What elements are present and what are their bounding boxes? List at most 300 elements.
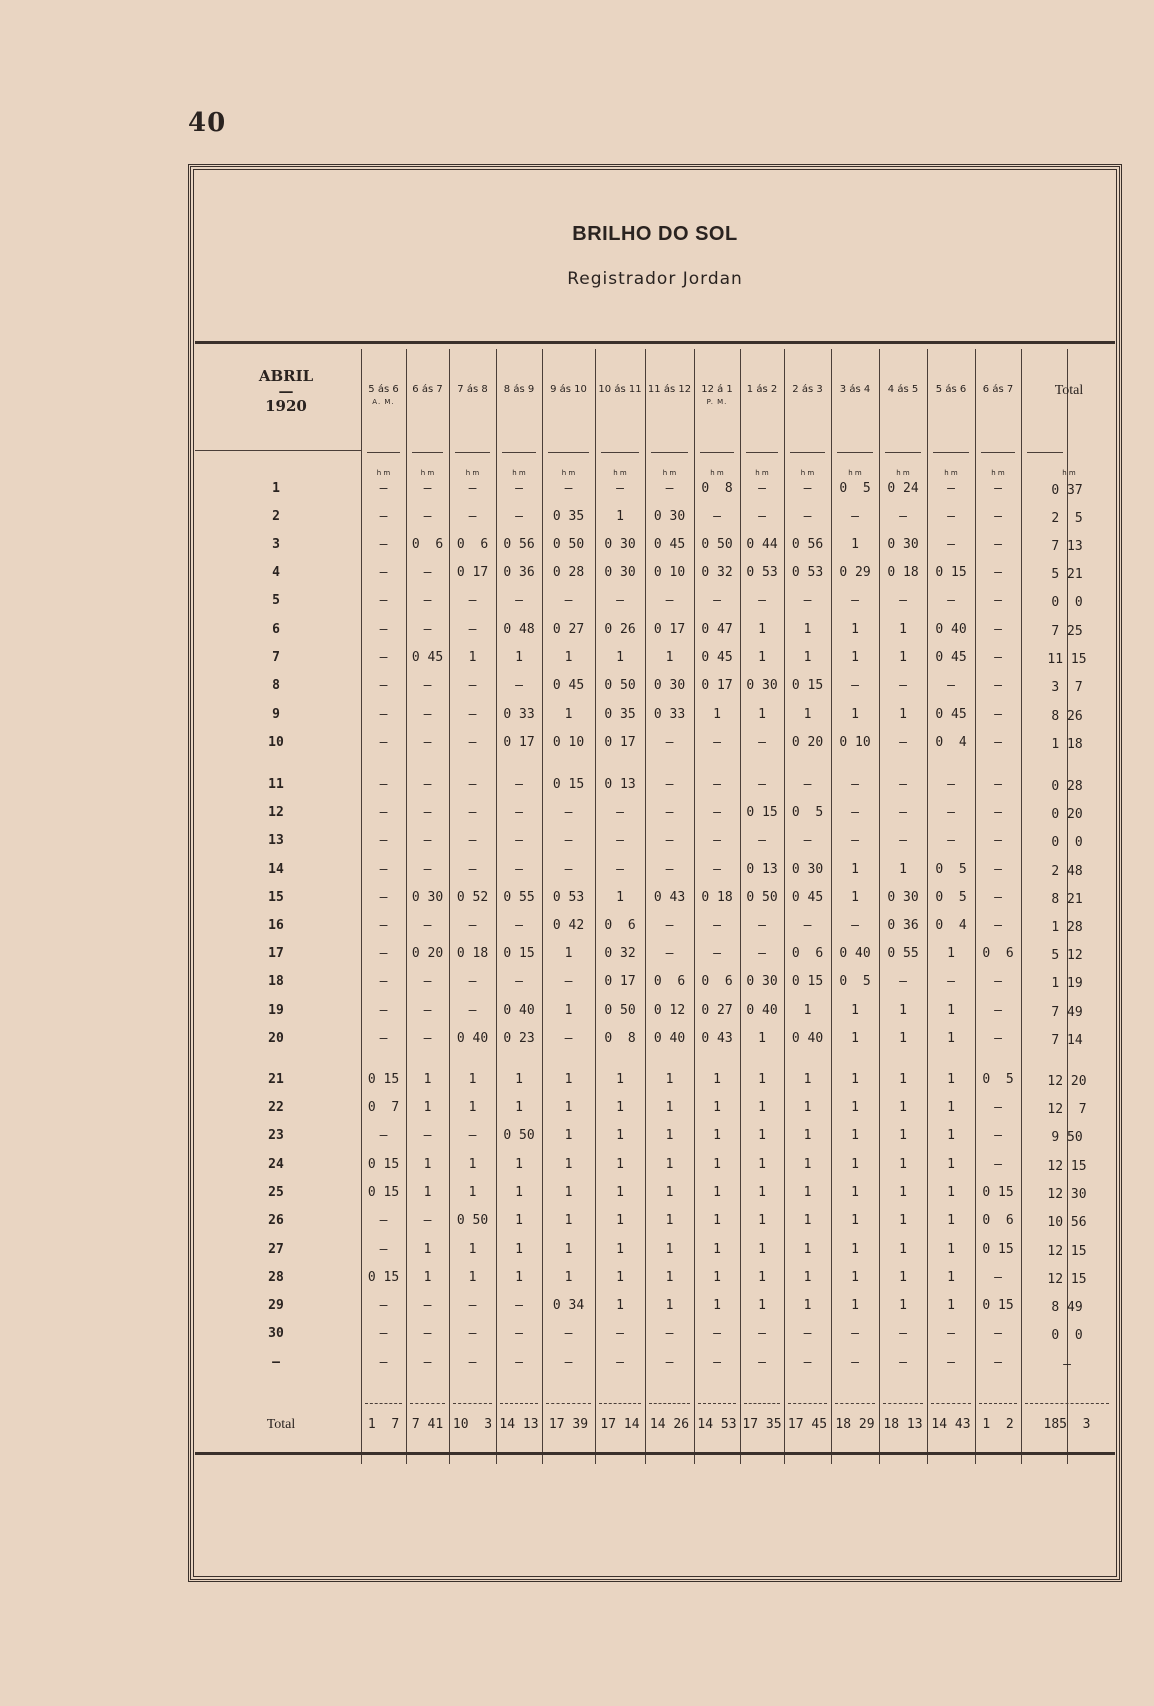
table-cell: 1 — [758, 1100, 766, 1115]
header-underline — [790, 452, 825, 453]
month-dash: — — [278, 382, 294, 400]
table-cell: 1 — [616, 1157, 624, 1172]
table-cell: — — [994, 805, 1002, 820]
table-cell: — — [616, 1355, 624, 1370]
sum-rule — [453, 1403, 492, 1404]
table-cell: 1 — [564, 1128, 573, 1143]
table-cell: 1 — [515, 1072, 523, 1087]
column-total-cell: 1 7 — [367, 1417, 400, 1432]
table-cell: 1 — [515, 1157, 523, 1172]
table-cell: — — [851, 918, 859, 933]
table-cell: — — [994, 833, 1002, 848]
header-underline — [746, 452, 778, 453]
table-cell: — — [713, 1326, 721, 1341]
table-cell: — — [994, 622, 1002, 637]
month-rule — [195, 450, 361, 451]
table-cell: 0 30 — [887, 890, 919, 905]
table-cell: 1 — [468, 1270, 477, 1285]
table-cell: — — [468, 1326, 477, 1341]
table-cell: 0 29 — [839, 565, 871, 580]
column-total-cell: 14 26 — [649, 1417, 690, 1432]
table-cell: 1 — [515, 1242, 523, 1257]
table-cell: — — [665, 481, 674, 496]
table-cell: 0 45 — [653, 537, 686, 552]
table-cell: 1 — [665, 1213, 674, 1228]
table-cell: — — [713, 777, 721, 792]
table-cell: 1 — [803, 1128, 812, 1143]
table-cell: — — [665, 1355, 674, 1370]
row-total-cell: 0 37 — [1051, 483, 1083, 498]
table-cell: — — [994, 537, 1002, 552]
table-cell: 0 53 — [746, 565, 778, 580]
table-cell: 1 — [899, 1157, 907, 1172]
table-cell: 0 42 — [552, 918, 585, 933]
table-cell: 1 — [423, 1270, 432, 1285]
table-cell: 1 — [713, 707, 721, 722]
table-cell: 1 — [899, 1072, 907, 1087]
table-cell: 1 — [758, 622, 766, 637]
table-cell: — — [713, 833, 721, 848]
table-cell: — — [665, 777, 674, 792]
table-cell: 0 35 — [604, 707, 636, 722]
month-label: ABRIL — [258, 367, 314, 385]
table-cell: 1 — [468, 1242, 477, 1257]
table-cell: — — [994, 1157, 1002, 1172]
table-cell: — — [713, 593, 721, 608]
table-cell: 1 — [803, 1242, 812, 1257]
table-cell: — — [379, 862, 388, 877]
day-label: 6 — [272, 622, 280, 637]
table-cell: 1 — [899, 1031, 907, 1046]
row-total-cell: 12 15 — [1047, 1159, 1087, 1174]
table-cell: 0 33 — [653, 707, 686, 722]
table-cell: 0 30 — [746, 974, 778, 989]
table-cell: 0 45 — [935, 707, 967, 722]
table-cell: — — [758, 735, 766, 750]
table-cell: — — [468, 481, 477, 496]
total-column-header: Total — [1054, 383, 1084, 398]
header-rule — [195, 341, 1115, 344]
table-cell: — — [665, 1326, 674, 1341]
sum-rule — [883, 1403, 923, 1404]
table-cell: 1 — [899, 1298, 907, 1313]
table-cell: 1 — [665, 1270, 674, 1285]
table-cell: — — [379, 890, 388, 905]
table-cell: 1 — [803, 1157, 812, 1172]
table-cell: 1 — [616, 1298, 624, 1313]
table-cell: 1 — [665, 1128, 674, 1143]
table-cell: — — [616, 481, 624, 496]
table-cell: — — [899, 805, 907, 820]
row-total-cell: 11 15 — [1047, 652, 1087, 667]
table-cell: 1 — [564, 1242, 573, 1257]
table-cell: — — [947, 481, 955, 496]
table-cell: — — [994, 707, 1002, 722]
table-cell: 1 — [947, 946, 955, 961]
row-total-cell: 12 20 — [1047, 1074, 1087, 1089]
table-cell: — — [947, 974, 955, 989]
table-cell: — — [994, 1100, 1002, 1115]
table-cell: — — [994, 735, 1002, 750]
table-cell: 0 5 — [935, 890, 967, 905]
table-cell: — — [468, 1298, 477, 1313]
table-cell: 0 52 — [456, 890, 489, 905]
table-cell: — — [515, 918, 523, 933]
table-cell: 0 27 — [552, 622, 585, 637]
header-underline — [885, 452, 921, 453]
table-cell: — — [994, 1128, 1002, 1143]
table-cell: 0 50 — [604, 1003, 636, 1018]
table-cell: 1 — [899, 862, 907, 877]
row-total-cell: 12 15 — [1047, 1244, 1087, 1259]
row-total-cell: 1 19 — [1051, 976, 1083, 991]
table-title: BRILHO DO SOL — [572, 223, 738, 245]
table-cell: — — [379, 509, 388, 524]
table-cell: — — [803, 1355, 812, 1370]
row-total-cell: 8 26 — [1051, 709, 1083, 724]
table-cell: — — [616, 862, 624, 877]
row-total-cell: 7 14 — [1051, 1033, 1083, 1048]
table-cell: — — [564, 1355, 573, 1370]
sum-rule — [931, 1403, 971, 1404]
row-total-cell: 7 25 — [1051, 624, 1083, 639]
row-total-cell: 7 49 — [1051, 1005, 1083, 1020]
table-cell: — — [994, 565, 1002, 580]
table-cell: 1 — [468, 1072, 477, 1087]
table-cell: — — [468, 735, 477, 750]
table-cell: — — [379, 735, 388, 750]
table-cell: 1 — [616, 1072, 624, 1087]
unit-label: h m — [420, 469, 435, 477]
sum-rule — [410, 1403, 445, 1404]
table-cell: 1 — [899, 1185, 907, 1200]
table-cell: 1 — [564, 1100, 573, 1115]
row-total-cell: 9 50 — [1051, 1130, 1083, 1145]
table-cell: 1 — [515, 1185, 523, 1200]
table-cell: — — [758, 1355, 766, 1370]
table-cell: — — [665, 918, 674, 933]
table-cell: — — [564, 833, 573, 848]
table-cell: 1 — [515, 1100, 523, 1115]
table-cell: — — [994, 1003, 1002, 1018]
table-cell: — — [564, 481, 573, 496]
day-label: 21 — [268, 1072, 284, 1087]
table-cell: 0 55 — [887, 946, 919, 961]
table-cell: — — [665, 735, 674, 750]
header-underline — [933, 452, 969, 453]
table-cell: — — [468, 707, 477, 722]
table-cell: 0 43 — [701, 1031, 733, 1046]
table-cell: 1 — [758, 1298, 766, 1313]
table-cell: 0 15 — [791, 974, 824, 989]
table-cell: — — [423, 805, 432, 820]
table-cell: 0 53 — [552, 890, 585, 905]
column-header-label: 1 ás 2 — [746, 384, 778, 395]
table-cell: — — [851, 593, 859, 608]
table-cell: 0 10 — [839, 735, 871, 750]
table-cell: — — [515, 1298, 523, 1313]
table-cell: — — [851, 509, 859, 524]
table-cell: 0 18 — [887, 565, 919, 580]
row-total-cell: 0 0 — [1051, 835, 1083, 850]
table-cell: — — [947, 805, 955, 820]
table-cell: — — [423, 777, 432, 792]
table-cell: — — [468, 918, 477, 933]
table-cell: 0 15 — [746, 805, 778, 820]
table-cell: — — [758, 777, 766, 792]
table-cell: 1 — [515, 1270, 523, 1285]
unit-label: h m — [896, 469, 910, 477]
day-label: 14 — [268, 862, 284, 877]
table-cell: — — [758, 918, 766, 933]
day-label: 9 — [272, 707, 280, 722]
day-label: 27 — [268, 1242, 284, 1257]
table-cell: 1 — [713, 1128, 721, 1143]
day-label: 23 — [268, 1128, 284, 1143]
unit-label: h m — [710, 469, 724, 477]
table-cell: 0 33 — [503, 707, 535, 722]
table-cell: 0 13 — [604, 777, 636, 792]
sum-rule — [365, 1403, 402, 1404]
table-cell: — — [515, 593, 523, 608]
table-cell: 0 27 — [701, 1003, 733, 1018]
table-cell: 1 — [803, 1298, 812, 1313]
table-cell: 1 — [665, 1298, 674, 1313]
table-cell: 0 20 — [411, 946, 444, 961]
table-cell: 1 — [803, 1185, 812, 1200]
header-underline — [981, 452, 1015, 453]
table-cell: 1 — [851, 622, 859, 637]
table-cell: — — [803, 918, 812, 933]
day-label: 28 — [268, 1270, 284, 1285]
column-total-cell: 10 3 — [452, 1417, 493, 1432]
table-cell: 0 18 — [701, 890, 733, 905]
table-cell: — — [851, 833, 859, 848]
table-cell: — — [616, 805, 624, 820]
table-cell: 1 — [899, 707, 907, 722]
table-cell: 1 — [947, 1298, 955, 1313]
table-cell: 0 40 — [791, 1031, 824, 1046]
page-number: 40 — [188, 108, 227, 138]
column-header-label: 5 ás 6 — [935, 384, 967, 395]
table-cell: — — [423, 707, 432, 722]
header-underline — [651, 452, 688, 453]
table-cell: — — [423, 1355, 432, 1370]
day-label: 15 — [268, 890, 284, 905]
year-label: 1920 — [265, 397, 307, 415]
table-cell: — — [803, 833, 812, 848]
column-total-cell: 14 53 — [697, 1417, 737, 1432]
column-header — [784, 383, 831, 396]
table-cell: 0 17 — [503, 735, 535, 750]
table-cell: 1 — [616, 890, 624, 905]
table-cell: 0 17 — [604, 735, 636, 750]
table-cell: — — [665, 833, 674, 848]
table-cell: 0 6 — [982, 946, 1014, 961]
table-cell: 1 — [665, 1157, 674, 1172]
grand-total-cell: 185 3 — [1043, 1417, 1091, 1432]
table-cell: — — [994, 650, 1002, 665]
table-cell: — — [379, 833, 388, 848]
table-cell: — — [713, 918, 721, 933]
column-header — [831, 383, 879, 396]
table-cell: 1 — [851, 650, 859, 665]
table-cell: — — [899, 678, 907, 693]
table-cell: 0 13 — [746, 862, 778, 877]
table-cell: 1 — [758, 1157, 766, 1172]
unit-label: h m — [848, 469, 862, 477]
column-total-cell: 17 45 — [787, 1417, 828, 1432]
table-cell: 1 — [947, 1100, 955, 1115]
table-cell: 1 — [899, 1213, 907, 1228]
table-cell: — — [994, 777, 1002, 792]
table-cell: — — [423, 1298, 432, 1313]
table-cell: 0 40 — [653, 1031, 686, 1046]
table-cell: — — [994, 1355, 1002, 1370]
table-cell: 1 — [665, 1185, 674, 1200]
table-cell: 0 50 — [746, 890, 778, 905]
table-cell: 0 45 — [552, 678, 585, 693]
table-cell: 1 — [758, 650, 766, 665]
table-cell: 1 — [851, 1270, 859, 1285]
table-cell: — — [665, 593, 674, 608]
table-cell: — — [379, 537, 388, 552]
row-total-cell: 1 28 — [1051, 920, 1083, 935]
day-label: 24 — [268, 1157, 284, 1172]
table-cell: 0 50 — [503, 1128, 535, 1143]
table-cell: 0 40 — [935, 622, 967, 637]
table-cell: — — [468, 974, 477, 989]
column-header — [595, 383, 645, 396]
table-cell: — — [515, 777, 523, 792]
table-cell: 1 — [515, 1213, 523, 1228]
table-cell: 1 — [665, 1100, 674, 1115]
unit-label: h m — [944, 469, 958, 477]
column-header — [645, 383, 694, 396]
table-cell: — — [899, 509, 907, 524]
table-cell: 0 15 — [367, 1157, 400, 1172]
day-label: 26 — [268, 1213, 284, 1228]
table-cell: — — [468, 862, 477, 877]
table-cell: 0 44 — [746, 537, 778, 552]
table-cell: — — [379, 974, 388, 989]
table-cell: 0 15 — [982, 1242, 1014, 1257]
table-cell: — — [423, 1003, 432, 1018]
table-cell: 1 — [899, 1003, 907, 1018]
table-cell: — — [379, 707, 388, 722]
table-cell: 0 30 — [746, 678, 778, 693]
table-cell: — — [713, 735, 721, 750]
table-cell: 0 15 — [791, 678, 824, 693]
table-cell: 1 — [851, 1242, 859, 1257]
table-cell: — — [515, 509, 523, 524]
table-cell: — — [468, 1128, 477, 1143]
table-cell: 0 45 — [935, 650, 967, 665]
day-label: 17 — [268, 946, 284, 961]
table-cell: — — [379, 1003, 388, 1018]
sum-rule — [500, 1403, 538, 1404]
table-cell: — — [423, 735, 432, 750]
table-cell: — — [468, 805, 477, 820]
column-header-label: 5 ás 6 — [368, 384, 399, 395]
table-cell: — — [564, 1031, 573, 1046]
column-header-label: 7 ás 8 — [457, 384, 488, 395]
table-cell: — — [423, 1213, 432, 1228]
table-cell: 1 — [564, 1270, 573, 1285]
table-cell: 1 — [851, 1185, 859, 1200]
table-cell: 0 6 — [791, 946, 824, 961]
table-cell: 0 15 — [982, 1185, 1014, 1200]
table-cell: 1 — [468, 650, 477, 665]
table-cell: 0 15 — [367, 1185, 400, 1200]
table-cell: 0 20 — [791, 735, 824, 750]
table-cell: 0 5 — [839, 481, 871, 496]
table-cell: 0 43 — [653, 890, 686, 905]
table-cell: 0 18 — [456, 946, 489, 961]
column-header — [496, 383, 542, 396]
table-cell: 1 — [564, 1185, 573, 1200]
table-cell: 1 — [564, 946, 573, 961]
table-cell: — — [379, 805, 388, 820]
unit-label: h m — [1062, 469, 1076, 477]
day-label: 5 — [272, 593, 280, 608]
column-header-label: 2 ás 3 — [792, 384, 823, 395]
table-cell: 1 — [947, 1185, 955, 1200]
table-cell: — — [564, 974, 573, 989]
column-total-cell: 14 13 — [499, 1417, 539, 1432]
table-cell: 0 15 — [982, 1298, 1014, 1313]
unit-label: h m — [613, 469, 627, 477]
table-cell: — — [423, 481, 432, 496]
row-total-cell: 12 30 — [1047, 1187, 1087, 1202]
table-cell: 0 6 — [456, 537, 489, 552]
row-total-cell: 0 0 — [1051, 1328, 1083, 1343]
table-cell: 0 6 — [653, 974, 686, 989]
table-cell: 0 45 — [791, 890, 824, 905]
table-cell: 1 — [851, 1213, 859, 1228]
table-cell: — — [379, 565, 388, 580]
table-cell: — — [758, 946, 766, 961]
sum-rule — [979, 1403, 1017, 1404]
table-cell: — — [515, 862, 523, 877]
table-cell: 1 — [803, 1270, 812, 1285]
table-cell: 1 — [713, 1072, 721, 1087]
column-header — [740, 383, 784, 396]
table-cell: 0 36 — [887, 918, 919, 933]
table-cell: 1 — [468, 1157, 477, 1172]
sum-rule — [835, 1403, 875, 1404]
table-cell: 1 — [851, 707, 859, 722]
unit-label: h m — [465, 469, 480, 477]
header-underline — [367, 452, 400, 453]
table-cell: 0 45 — [411, 650, 444, 665]
table-cell: — — [423, 565, 432, 580]
table-cell: — — [468, 777, 477, 792]
table-cell: 0 30 — [791, 862, 824, 877]
table-cell: — — [899, 777, 907, 792]
column-header — [975, 383, 1021, 396]
table-cell: — — [899, 1326, 907, 1341]
column-header — [927, 383, 975, 396]
table-cell: 1 — [564, 1157, 573, 1172]
sum-rule — [698, 1403, 736, 1404]
table-cell: 0 50 — [552, 537, 585, 552]
column-header — [879, 383, 927, 396]
table-cell: 1 — [665, 650, 674, 665]
table-cell: 1 — [947, 1072, 955, 1087]
table-cell: 0 40 — [456, 1031, 489, 1046]
column-total-cell: 18 29 — [835, 1417, 875, 1432]
